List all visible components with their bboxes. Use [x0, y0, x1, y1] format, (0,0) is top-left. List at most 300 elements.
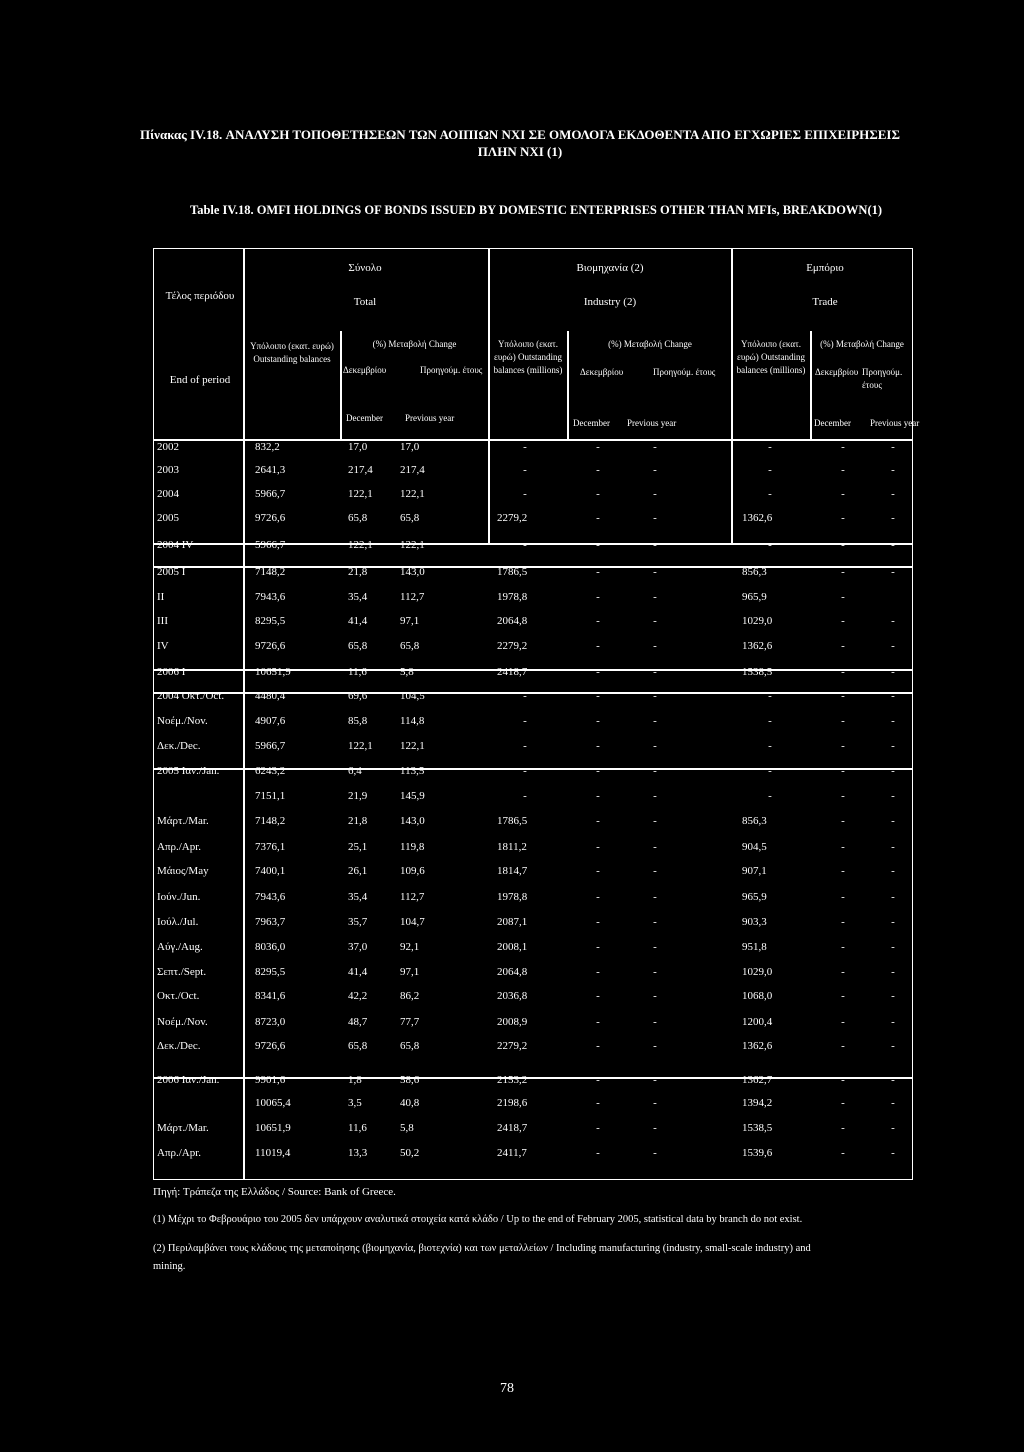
group-industry-gr: Βιομηχανία (2) — [576, 262, 644, 274]
table-cell: 11,6 — [348, 1122, 367, 1134]
table-cell: 5,8 — [400, 1122, 414, 1134]
table-cell: - — [841, 790, 845, 802]
table-cell: - — [841, 966, 845, 978]
table-cell: - — [891, 1122, 895, 1134]
table-cell: 1978,8 — [497, 891, 528, 903]
table-cell: - — [653, 464, 657, 476]
table-cell: 6,4 — [348, 765, 362, 777]
table-cell: 122,1 — [348, 539, 373, 551]
row-label: Σεπτ./Sept. — [157, 966, 207, 978]
row-label: Δεκ./Dec. — [157, 1040, 201, 1052]
table-cell: - — [596, 539, 600, 551]
table-cell: - — [596, 1147, 600, 1159]
table-cell: - — [841, 891, 845, 903]
table-cell: - — [596, 591, 600, 603]
table-cell: - — [891, 740, 895, 752]
table-cell: 7376,1 — [255, 841, 286, 853]
table-cell: 965,9 — [742, 891, 767, 903]
row-label: Ιούν./Jun. — [157, 891, 201, 903]
row-label: Μάρτ./Mar. — [157, 1122, 209, 1134]
table-cell: 1538,5 — [742, 666, 773, 678]
table-cell: - — [891, 1040, 895, 1052]
period-header-gr: Τέλος περιόδου — [165, 290, 235, 302]
table-cell: 145,9 — [400, 790, 425, 802]
table-cell: - — [596, 464, 600, 476]
industry-prev-en: Previous year — [627, 418, 677, 428]
table-cell: 1394,2 — [742, 1097, 773, 1109]
table-cell: 1068,0 — [742, 990, 773, 1002]
table-cell: 2153,2 — [497, 1074, 528, 1086]
table-cell: 119,8 — [400, 841, 425, 853]
table-cell: 4480,4 — [255, 690, 286, 702]
table-cell: - — [841, 512, 845, 524]
table-cell: 10651,9 — [255, 666, 291, 678]
table-cell: - — [523, 690, 527, 702]
table-cell: - — [596, 715, 600, 727]
table-cell: - — [841, 740, 845, 752]
table-cell: 9726,6 — [255, 1040, 286, 1052]
table-cell: 5966,7 — [255, 488, 286, 500]
table-cell: 65,8 — [348, 1040, 368, 1052]
table-cell: 9726,6 — [255, 640, 286, 652]
table-cell: 25,1 — [348, 841, 368, 853]
table-cell: 40,8 — [400, 1097, 420, 1109]
table-cell: - — [596, 1016, 600, 1028]
table-cell: - — [653, 941, 657, 953]
table-cell: 122,1 — [348, 488, 373, 500]
table-cell: - — [523, 740, 527, 752]
table-title-english: Table IV.18. OMFI HOLDINGS OF BONDS ISSUED BY DOMESTIC ENTERPRISES OTHER THAN MFIs, BREAKDOWN(1) — [190, 203, 883, 217]
table-cell: - — [841, 841, 845, 853]
table-cell: - — [653, 1074, 657, 1086]
table-cell: - — [653, 990, 657, 1002]
table-cell: 13,3 — [348, 1147, 368, 1159]
divider-total — [488, 249, 490, 543]
table-cell: - — [596, 615, 600, 627]
table-cell: 832,2 — [255, 441, 280, 453]
table-cell: 856,3 — [742, 815, 767, 827]
table-cell: 9901,6 — [255, 1074, 286, 1086]
row-label: Νοέμ./Nov. — [157, 1016, 208, 1028]
table-title-greek: Πίνακας IV.18. ΑΝΑΛΥΣΗ ΤΟΠΟΘΕΤΗΣΕΩΝ ΤΩΝ ΑΟΙΠΙΩΝ ΝΧΙ ΣΕ ΟΜΟΛΟΓΑ ΕΚΔΟΘΕΝΤΑ ΑΠΟ ΕΓΧΩΡΙΕΣ ΕΠΙΧΕΙΡΗΣΕΙΣ ΠΛΗΝ ΝΧΙ (1) — [140, 127, 900, 159]
table-cell: 21,9 — [348, 790, 368, 802]
table-cell: - — [841, 1040, 845, 1052]
table-cell: 7151,1 — [255, 790, 286, 802]
table-cell: 1362,6 — [742, 640, 773, 652]
table-cell: - — [653, 640, 657, 652]
table-cell: - — [523, 464, 527, 476]
table-cell: 8723,0 — [255, 1016, 286, 1028]
table-cell: - — [891, 539, 895, 551]
table-cell: 8295,5 — [255, 966, 286, 978]
table-cell: 69,6 — [348, 690, 368, 702]
industry-prev-gr: Προηγούμ. έτους — [653, 367, 716, 377]
table-cell: 35,4 — [348, 591, 368, 603]
table-cell: - — [653, 815, 657, 827]
row-label: 2005 Ιαν./Jan. — [157, 765, 220, 777]
table-cell: - — [653, 841, 657, 853]
total-dec-en: December — [346, 413, 383, 423]
table-cell: 5966,7 — [255, 539, 286, 551]
trade-prev-gr: Προηγούμ. έτους — [862, 367, 903, 390]
table-cell: - — [653, 916, 657, 928]
table-cell: 1786,5 — [497, 815, 528, 827]
table-cell: 112,7 — [400, 591, 425, 603]
table-cell: 951,8 — [742, 941, 767, 953]
table-cell: 65,8 — [348, 512, 368, 524]
table-cell: - — [653, 1147, 657, 1159]
table-cell: - — [768, 464, 772, 476]
table-cell: - — [653, 1040, 657, 1052]
table-cell: - — [891, 488, 895, 500]
table-cell: 2198,6 — [497, 1097, 528, 1109]
table-cell: - — [523, 488, 527, 500]
table-cell: 2418,7 — [497, 1122, 528, 1134]
table-cell: 85,8 — [348, 715, 368, 727]
table-cell: - — [891, 966, 895, 978]
table-cell: - — [596, 1122, 600, 1134]
group-trade-en: Trade — [812, 296, 838, 308]
table-cell: - — [596, 666, 600, 678]
table-cell: - — [596, 966, 600, 978]
table-cell: - — [891, 1147, 895, 1159]
table-cell: - — [596, 941, 600, 953]
table-cell: - — [523, 441, 527, 453]
table-cell: - — [891, 441, 895, 453]
table-cell: 21,8 — [348, 815, 368, 827]
table-cell: - — [891, 815, 895, 827]
table-cell: - — [841, 815, 845, 827]
table-cell: - — [596, 690, 600, 702]
table-cell: 97,1 — [400, 615, 420, 627]
table-cell: - — [841, 941, 845, 953]
total-dec-gr: Δεκεμβρίου — [343, 365, 387, 375]
table-cell: - — [891, 765, 895, 777]
table-cell: - — [841, 566, 845, 578]
table-cell: - — [653, 865, 657, 877]
table-cell: 2418,7 — [497, 666, 528, 678]
row-label: Οκτ./Oct. — [157, 990, 200, 1002]
table-cell: - — [891, 790, 895, 802]
table-cell: 17,0 — [348, 441, 368, 453]
table-cell: - — [841, 715, 845, 727]
trade-dec-gr: Δεκεμβρίου — [815, 367, 859, 377]
table-cell: 143,0 — [400, 566, 425, 578]
group-total-gr: Σύνολο — [348, 262, 382, 274]
trade-dec-en: December — [814, 418, 851, 428]
divider-industry-sub — [567, 331, 569, 439]
table-cell: - — [891, 1097, 895, 1109]
table-cell: - — [596, 790, 600, 802]
table-cell: 907,1 — [742, 865, 767, 877]
table-cell: 65,8 — [348, 640, 368, 652]
row-label: 2004 Οκτ./Oct. — [157, 690, 225, 702]
table-cell: - — [841, 464, 845, 476]
table-cell: 21,8 — [348, 566, 368, 578]
table-cell: - — [523, 790, 527, 802]
table-cell: - — [841, 1097, 845, 1109]
table-cell: - — [841, 990, 845, 1002]
row-label: 2003 — [157, 464, 179, 476]
row-label: Ιούλ./Jul. — [157, 916, 199, 928]
table-cell: 8036,0 — [255, 941, 286, 953]
table-cell: 104,5 — [400, 690, 425, 702]
table-cell: - — [841, 1122, 845, 1134]
table-cell: 65,8 — [400, 640, 420, 652]
table-cell: 1811,2 — [497, 841, 527, 853]
table-cell: - — [653, 615, 657, 627]
table-cell: - — [653, 591, 657, 603]
table-cell: - — [841, 615, 845, 627]
table-cell: 2279,2 — [497, 640, 528, 652]
group-industry-en: Industry (2) — [583, 296, 637, 308]
table-cell: 65,8 — [400, 1040, 420, 1052]
table-cell: 97,1 — [400, 966, 420, 978]
table-cell: 10065,4 — [255, 1097, 291, 1109]
table-cell: - — [768, 690, 772, 702]
table-cell: - — [891, 916, 895, 928]
trade-prev-en: Previous year — [870, 418, 920, 428]
table-cell: 1978,8 — [497, 591, 528, 603]
table-cell: 114,8 — [400, 715, 425, 727]
table-cell: - — [653, 488, 657, 500]
row-label: Μάρτ./Mar. — [157, 815, 209, 827]
table-cell: - — [891, 941, 895, 953]
table-cell: 903,3 — [742, 916, 767, 928]
table-cell: - — [841, 591, 845, 603]
table-cell: - — [596, 1074, 600, 1086]
table-cell: - — [841, 916, 845, 928]
table-cell: 122,1 — [400, 740, 425, 752]
table-cell: - — [653, 891, 657, 903]
table-cell: 10651,9 — [255, 1122, 291, 1134]
total-outstanding-header: Υπόλοιπο (εκατ. ευρώ) Outstanding balances — [250, 341, 334, 364]
table-cell: 7400,1 — [255, 865, 286, 877]
table-cell: - — [891, 464, 895, 476]
row-label: 2005 I — [157, 566, 186, 578]
table-cell: 11019,4 — [255, 1147, 291, 1159]
group-total-en: Total — [353, 296, 377, 308]
table-cell: 92,1 — [400, 941, 420, 953]
table-cell: 2279,2 — [497, 1040, 528, 1052]
table-cell: 7963,7 — [255, 916, 286, 928]
table-cell: 1029,0 — [742, 615, 773, 627]
divider-trade-sub — [810, 331, 812, 439]
row-label: 2006 I — [157, 666, 186, 678]
table-cell: - — [596, 891, 600, 903]
table-cell: 1029,0 — [742, 966, 773, 978]
table-cell: - — [891, 640, 895, 652]
table-cell: - — [891, 1074, 895, 1086]
row-label: 2006 Ιαν./Jan. — [157, 1074, 220, 1086]
table-cell: - — [768, 790, 772, 802]
row-label: 2004 IV — [157, 539, 194, 551]
table-cell: - — [891, 566, 895, 578]
table-cell: 2064,8 — [497, 615, 528, 627]
page-number: 78 — [500, 1381, 514, 1396]
row-label: 2004 — [157, 488, 179, 500]
table-cell: - — [891, 690, 895, 702]
table-cell: 3,5 — [348, 1097, 362, 1109]
table-cell: 1538,5 — [742, 1122, 773, 1134]
table-cell: 77,7 — [400, 1016, 420, 1028]
table-cell: - — [841, 539, 845, 551]
table-cell: - — [653, 715, 657, 727]
table-cell: 1,8 — [348, 1074, 362, 1086]
table-cell: - — [891, 990, 895, 1002]
table-cell: 2279,2 — [497, 512, 528, 524]
divider-industry — [731, 249, 733, 543]
table-cell: 7148,2 — [255, 566, 286, 578]
table-cell: 1362,7 — [742, 1074, 773, 1086]
table-cell: - — [653, 966, 657, 978]
table-cell: - — [891, 865, 895, 877]
total-change-header: (%) Μεταβολή Change — [372, 339, 457, 349]
table-cell: 58,6 — [400, 1074, 420, 1086]
table-cell: 5966,7 — [255, 740, 286, 752]
table-cell: - — [891, 715, 895, 727]
row-label: Μάιος/May — [157, 865, 209, 877]
table-cell: 904,5 — [742, 841, 767, 853]
table-cell: - — [653, 690, 657, 702]
table-cell: - — [768, 715, 772, 727]
table-cell: - — [841, 765, 845, 777]
footnote-1: (1) Μέχρι το Φεβρουάριο του 2005 δεν υπάρχουν αναλυτικά στοιχεία κατά κλάδο / Up to the end of February 2005, statistical data by branch do not exist. — [153, 1214, 803, 1225]
table-cell: - — [653, 1122, 657, 1134]
table-cell: 42,2 — [348, 990, 368, 1002]
table-cell: 2008,1 — [497, 941, 528, 953]
table-cell: 48,7 — [348, 1016, 368, 1028]
table-cell: - — [768, 765, 772, 777]
table-cell: 2411,7 — [497, 1147, 527, 1159]
row-label: Απρ./Apr. — [157, 1147, 202, 1159]
table-cell: - — [653, 441, 657, 453]
table-cell: - — [653, 539, 657, 551]
table-cell: 1200,4 — [742, 1016, 773, 1028]
table-cell: 17,0 — [400, 441, 420, 453]
table-cell: - — [891, 891, 895, 903]
table-cell: - — [653, 1097, 657, 1109]
table-cell: 65,8 — [400, 512, 420, 524]
table-cell: 50,2 — [400, 1147, 420, 1159]
row-label: III — [157, 615, 168, 627]
row-label: IV — [157, 640, 169, 652]
table-cell: 2036,8 — [497, 990, 528, 1002]
table-cell: 109,6 — [400, 865, 425, 877]
table-cell: 86,2 — [400, 990, 420, 1002]
table-cell: 9726,6 — [255, 512, 286, 524]
table-cell: 7148,2 — [255, 815, 286, 827]
table-cell: - — [891, 1016, 895, 1028]
period-header-en: End of period — [169, 374, 231, 386]
table-cell: - — [891, 512, 895, 524]
table-cell: 2087,1 — [497, 916, 528, 928]
table-cell: 41,4 — [348, 615, 368, 627]
table-cell: - — [768, 441, 772, 453]
table-cell: 1362,6 — [742, 512, 773, 524]
row-label: 2005 — [157, 512, 179, 524]
table-cell: 4907,6 — [255, 715, 286, 727]
table-cell: - — [841, 488, 845, 500]
industry-dec-gr: Δεκεμβρίου — [580, 367, 624, 377]
table-cell: 122,1 — [400, 488, 425, 500]
source-note: Πηγή: Τράπεζα της Ελλάδος / Source: Bank of Greece. — [153, 1186, 396, 1198]
table-cell: 1814,7 — [497, 865, 528, 877]
table-cell: - — [841, 640, 845, 652]
table-cell: - — [891, 615, 895, 627]
table-cell: - — [841, 441, 845, 453]
table-cell: - — [653, 790, 657, 802]
table-cell: 7943,6 — [255, 891, 286, 903]
table-cell: 35,4 — [348, 891, 368, 903]
table-cell: - — [653, 1016, 657, 1028]
table-cell: - — [768, 488, 772, 500]
table-cell: 35,7 — [348, 916, 368, 928]
table-cell: - — [841, 666, 845, 678]
footnote-2: (2) Περιλαμβάνει τους κλάδους της μεταποίησης (βιομηχανία, βιοτεχνία) και των μεταλλείων / Including manufacturing (industry, small-scale industry) and — [153, 1243, 811, 1254]
table-cell: 104,7 — [400, 916, 425, 928]
table-cell: 2008,9 — [497, 1016, 528, 1028]
table-cell: 8341,6 — [255, 990, 286, 1002]
table-cell: - — [653, 512, 657, 524]
table-cell: - — [596, 990, 600, 1002]
total-prev-en: Previous year — [405, 413, 455, 423]
table-cell: - — [891, 841, 895, 853]
table-cell: 122,1 — [348, 740, 373, 752]
table-cell: 5,8 — [400, 666, 414, 678]
table-cell: - — [596, 865, 600, 877]
table-cell: - — [596, 441, 600, 453]
table-cell: - — [596, 488, 600, 500]
table-cell: 6243,2 — [255, 765, 286, 777]
table-cell: - — [523, 539, 527, 551]
table-cell: 965,9 — [742, 591, 767, 603]
table-cell: 1786,5 — [497, 566, 528, 578]
table-cell: - — [596, 740, 600, 752]
row-label: 2002 — [157, 441, 179, 453]
table-cell: 1539,6 — [742, 1147, 773, 1159]
table-cell: - — [891, 666, 895, 678]
table-cell: - — [841, 1074, 845, 1086]
table-cell: - — [841, 1016, 845, 1028]
trade-change-header: (%) Μεταβολή Change — [820, 339, 904, 349]
table-cell: 37,0 — [348, 941, 368, 953]
table-cell: - — [596, 640, 600, 652]
table-cell: 7943,6 — [255, 591, 286, 603]
table-cell: - — [523, 765, 527, 777]
row-label: II — [157, 591, 165, 603]
row-label: Νοέμ./Nov. — [157, 715, 208, 727]
table-cell: - — [596, 1040, 600, 1052]
table-cell: - — [841, 690, 845, 702]
industry-outstanding-header: Υπόλοιπο (εκατ. ευρώ) Outstanding balances (millions) — [493, 339, 563, 375]
group-trade-gr: Εμπόριο — [806, 262, 844, 274]
footnote-2-cont: mining. — [153, 1261, 186, 1272]
table-cell: - — [596, 512, 600, 524]
trade-outstanding-header: Υπόλοιπο (εκατ. ευρώ) Outstanding balances (millions) — [736, 339, 806, 375]
table-cell: - — [596, 566, 600, 578]
table-cell: - — [596, 765, 600, 777]
table-cell: - — [653, 666, 657, 678]
table-cell: - — [841, 865, 845, 877]
table-cell: 217,4 — [348, 464, 373, 476]
table-cell: - — [768, 740, 772, 752]
table-cell: 41,4 — [348, 966, 368, 978]
table-cell: - — [596, 916, 600, 928]
table-cell: - — [841, 1147, 845, 1159]
row-label: Αύγ./Aug. — [157, 941, 203, 953]
table-cell: - — [653, 765, 657, 777]
